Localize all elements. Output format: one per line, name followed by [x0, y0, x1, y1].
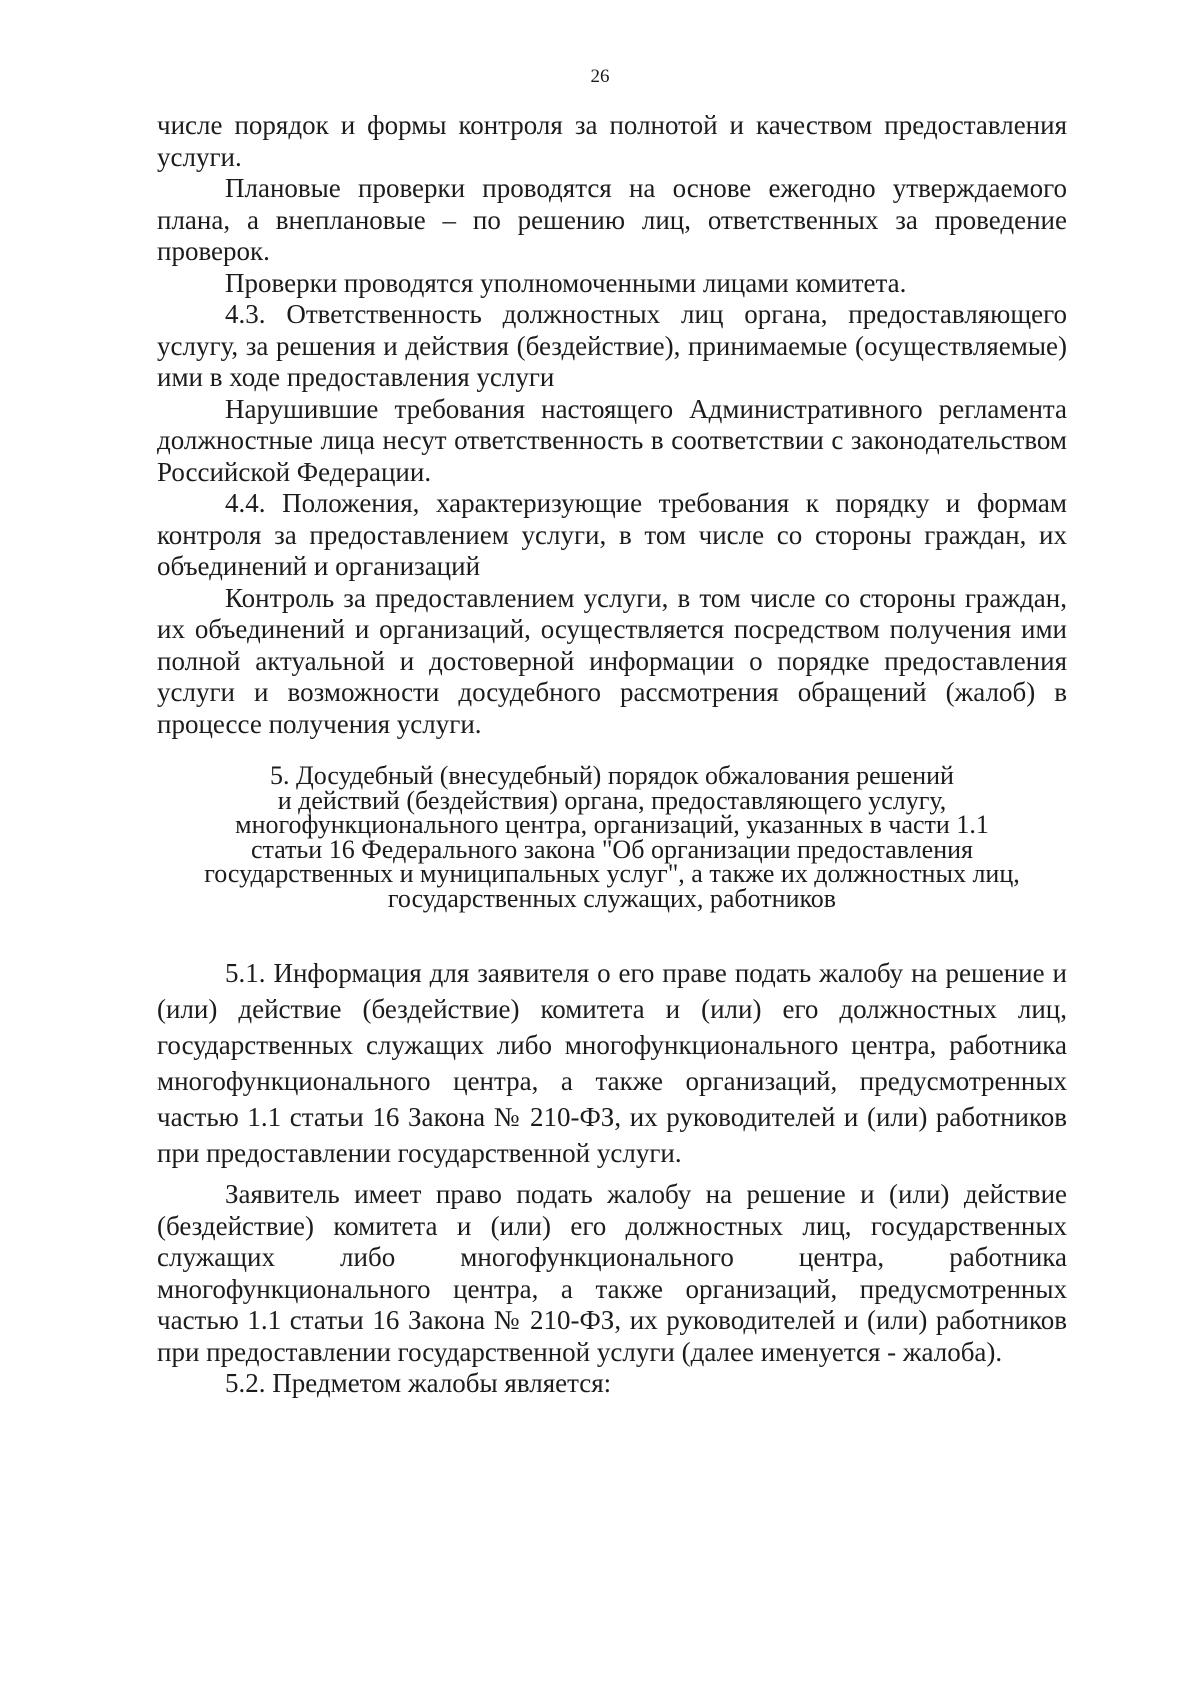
section-5-heading-line: и действий (бездействия) органа, предоставляющего услугу,: [277, 785, 947, 815]
section-5-heading-line: многофункционального центра, организаций, указанных в части 1.1: [235, 810, 989, 839]
section-5-body: [157, 955, 1067, 1400]
paragraph-5-1: 5.1. Информация для заявителя о его праве подать жалобу на решение и (или) действие (бездействие) комитета и (или) его должностных лиц, государственных служащих либо многофункционального центра, работника многофункционального центра, а также организаций, предусмотренных частью 1.1 статьи 16 Закона № 210-ФЗ, их руководителей и (или) работников при предоставлении государственной услуги.: [157, 958, 1067, 1168]
section-5-heading-line: государственных и муниципальных услуг", а также их должностных лиц,: [204, 859, 1020, 888]
paragraph-right-to-complain: Заявитель имеет право подать жалобу на решение и (или) действие (бездействие) комитета и (или) его должностных лиц, государственных служащих либо многофункционального центра, работника многофункционального центра, а также организаций, предусмотренных частью 1.1 статьи 16 Закона № 210-ФЗ, их руководителей и (или) работников при предоставлении государственной услуги (далее именуется - жалоба).: [157, 1179, 1067, 1367]
section-5-heading: [157, 761, 1067, 913]
paragraph-4-4-heading: 4.4. Положения, характеризующие требования к порядку и формам контроля за предоставлением услуги, в том числе со стороны граждан, их объединений и организаций: [157, 488, 1067, 581]
paragraph-responsibility: Нарушившие требования настоящего Административного регламента должностные лица несут ответственность в соответствии с законодательством Российской Федерации.: [157, 393, 1067, 487]
paragraph-control-by-citizens: Контроль за предоставлением услуги, в том числе со стороны граждан, их объединений и организаций, осуществляется посредством получения ими полной актуальной и достоверной информации о порядке предоставления услуги и возможности досудебного рассмотрения обращений (жалоб) в процессе получения услуги.: [157, 582, 1067, 739]
page-number: 26: [590, 66, 610, 87]
paragraph-continuation: числе порядок и формы контроля за полнотой и качеством предоставления услуги.: [157, 110, 1067, 172]
section-5-heading-line: статьи 16 Федерального закона "Об организации предоставления: [250, 834, 974, 864]
paragraph-checks-by-committee: Проверки проводятся уполномоченными лицами комитета.: [225, 267, 907, 298]
paragraph-4-3-heading: 4.3. Ответственность должностных лиц органа, предоставляющего услугу, за решения и действия (бездействие), принимаемые (осуществляемые) ими в ходе предоставления услуги: [157, 299, 1067, 392]
document-body: [157, 110, 1067, 1400]
paragraph-5-2: 5.2. Предметом жалобы является:: [225, 1368, 612, 1398]
section-5-heading-line: государственных служащих, работников: [387, 883, 837, 913]
paragraph-planned-checks: Плановые проверки проводятся на основе ежегодно утверждаемого плана, а внеплановые – по решению лиц, ответственных за проведение проверок.: [157, 173, 1067, 266]
section-5-heading-line: 5. Досудебный (внесудебный) порядок обжалования решений: [270, 761, 954, 790]
